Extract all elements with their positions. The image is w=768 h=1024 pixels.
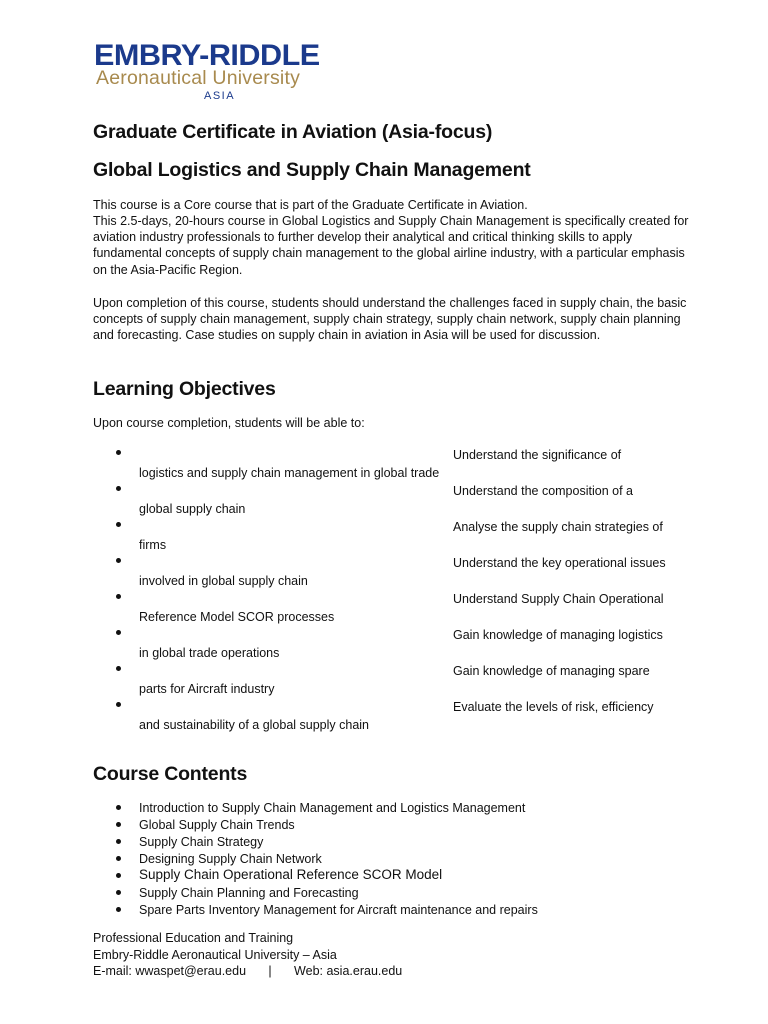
list-item xyxy=(0,519,768,555)
bullet-icon xyxy=(116,522,121,527)
objective-text-start: Evaluate the levels of risk, efficiency xyxy=(453,700,654,714)
document-title: Graduate Certificate in Aviation (Asia-focus) xyxy=(93,121,493,143)
university-logo xyxy=(94,40,354,104)
completion-paragraph: Upon completion of this course, students should understand the challenges faced in supply chain, the basic concepts of supply chain management, supply chain strategy, supply chain network, supply chain planning and forecasting. Case studies on supply chain in aviation in Asia will be used for discussion. xyxy=(93,296,687,343)
objectives-lead: Upon course completion, students will be able to: xyxy=(93,416,365,430)
bullet-icon xyxy=(116,805,121,810)
course-title: Global Logistics and Supply Chain Management xyxy=(93,159,531,181)
footer-email[interactable]: E-mail: wwaspet@erau.edu xyxy=(93,964,247,978)
content-item-text: Spare Parts Inventory Management for Aircraft maintenance and repairs xyxy=(139,903,538,917)
contents-heading: Course Contents xyxy=(93,763,248,785)
list-item xyxy=(0,555,768,591)
list-item xyxy=(0,447,768,483)
objective-text-end: involved in global supply chain xyxy=(139,574,308,588)
logo-wordmark: EMBRY-RIDDLE xyxy=(94,39,320,72)
list-item xyxy=(0,699,768,735)
bullet-icon xyxy=(116,873,121,878)
content-item-text: Supply Chain Operational Reference SCOR Model xyxy=(139,867,443,882)
intro-paragraph: This 2.5-days, 20-hours course in Global Logistics and Supply Chain Management is specifically created for aviation industry professionals to further develop their analytical and critical thinking skills to apply fundamental concepts of supply chain management to the global airline industry, with a particular emphasis on the Asia-Pacific Region. xyxy=(93,214,689,277)
list-item xyxy=(0,817,768,834)
objective-text-end: global supply chain xyxy=(139,502,246,516)
list-item xyxy=(0,663,768,699)
bullet-icon xyxy=(116,630,121,635)
intro-line: This course is a Core course that is part of the Graduate Certificate in Aviation. xyxy=(93,198,528,212)
bullet-icon xyxy=(116,839,121,844)
objective-text-end: firms xyxy=(139,538,167,552)
list-item xyxy=(0,800,768,817)
content-item-text: Global Supply Chain Trends xyxy=(139,818,295,832)
objective-text-start: Understand the composition of a xyxy=(453,484,633,498)
footer xyxy=(93,930,402,980)
objective-text-start: Gain knowledge of managing spare xyxy=(453,664,650,678)
logo-region: ASIA xyxy=(204,90,236,102)
list-item xyxy=(0,868,768,885)
bullet-icon xyxy=(116,666,121,671)
footer-department: Professional Education and Training xyxy=(93,931,294,945)
objective-text-end: in global trade operations xyxy=(139,646,280,660)
objective-text-end: logistics and supply chain management in global trade xyxy=(139,466,440,480)
list-item xyxy=(0,591,768,627)
contents-list xyxy=(0,800,768,919)
content-item-text: Designing Supply Chain Network xyxy=(139,852,322,866)
list-item xyxy=(0,627,768,663)
list-item xyxy=(0,902,768,919)
bullet-icon xyxy=(116,890,121,895)
content-item-text: Supply Chain Planning and Forecasting xyxy=(139,886,359,900)
objective-text-start: Understand Supply Chain Operational xyxy=(453,592,664,606)
list-item xyxy=(0,851,768,868)
list-item xyxy=(0,483,768,519)
objectives-heading: Learning Objectives xyxy=(93,378,276,400)
footer-web[interactable]: Web: asia.erau.edu xyxy=(294,964,403,978)
bullet-icon xyxy=(116,558,121,563)
bullet-icon xyxy=(116,594,121,599)
footer-contact xyxy=(93,963,402,980)
objective-text-end: Reference Model SCOR processes xyxy=(139,610,335,624)
objective-text-start: Understand the key operational issues xyxy=(453,556,666,570)
objective-text-start: Gain knowledge of managing logistics xyxy=(453,628,663,642)
objective-text-end: parts for Aircraft industry xyxy=(139,682,275,696)
content-item-text: Introduction to Supply Chain Management and Logistics Management xyxy=(139,801,526,815)
logo-subtitle: Aeronautical University xyxy=(96,67,301,89)
bullet-icon xyxy=(116,450,121,455)
list-item xyxy=(0,885,768,902)
content-item-text: Supply Chain Strategy xyxy=(139,835,264,849)
footer-separator: | xyxy=(268,964,272,978)
bullet-icon xyxy=(116,702,121,707)
objective-text-start: Analyse the supply chain strategies of xyxy=(453,520,663,534)
objective-text-end: and sustainability of a global supply chain xyxy=(139,718,370,732)
bullet-icon xyxy=(116,486,121,491)
objectives-list xyxy=(0,447,768,735)
bullet-icon xyxy=(116,907,121,912)
bullet-icon xyxy=(116,822,121,827)
list-item xyxy=(0,834,768,851)
objective-text-start: Understand the significance of xyxy=(453,448,622,462)
bullet-icon xyxy=(116,856,121,861)
footer-university: Embry-Riddle Aeronautical University – Asia xyxy=(93,947,337,962)
